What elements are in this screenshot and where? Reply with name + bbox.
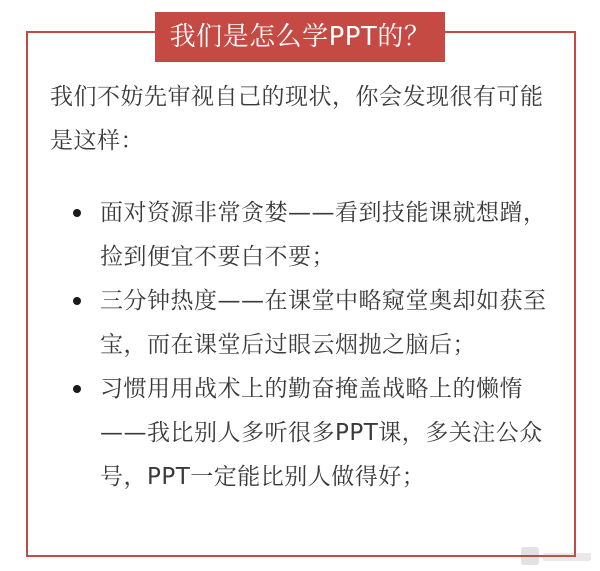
page-title: 我们是怎么学PPT的？ bbox=[169, 22, 431, 52]
bullet-dot-icon bbox=[73, 385, 81, 393]
bullet-item bbox=[100, 279, 547, 367]
bullet-line: 面对资源非常贪婪——看到技能课就想蹭， bbox=[100, 200, 547, 226]
bullet-item bbox=[100, 191, 547, 279]
bullet-line: ——我比别人多听很多PPT课，多关注公众 bbox=[100, 420, 543, 446]
intro-line: 是这样： bbox=[50, 128, 144, 154]
bullet-line: 号，PPT一定能比别人做得好； bbox=[100, 464, 426, 490]
intro-line: 我们不妨先审视自己的现状，你会发现很有可能 bbox=[50, 84, 544, 110]
bullet-item bbox=[100, 367, 547, 499]
watermark-logo bbox=[520, 545, 594, 567]
bullet-dot-icon bbox=[73, 297, 81, 305]
bullet-line: 捡到便宜不要白不要； bbox=[100, 244, 335, 270]
intro-paragraph bbox=[50, 75, 544, 163]
title-tab bbox=[155, 12, 445, 62]
bullet-list bbox=[100, 191, 547, 499]
bullet-dot-icon bbox=[73, 209, 81, 217]
bullet-line: 习惯用用战术上的勤奋掩盖战略上的懒惰 bbox=[100, 376, 523, 402]
bullet-line: 宝，而在课堂后过眼云烟抛之脑后； bbox=[100, 332, 476, 358]
bullet-line: 三分钟热度——在课堂中略窥堂奥却如获至 bbox=[100, 288, 547, 314]
